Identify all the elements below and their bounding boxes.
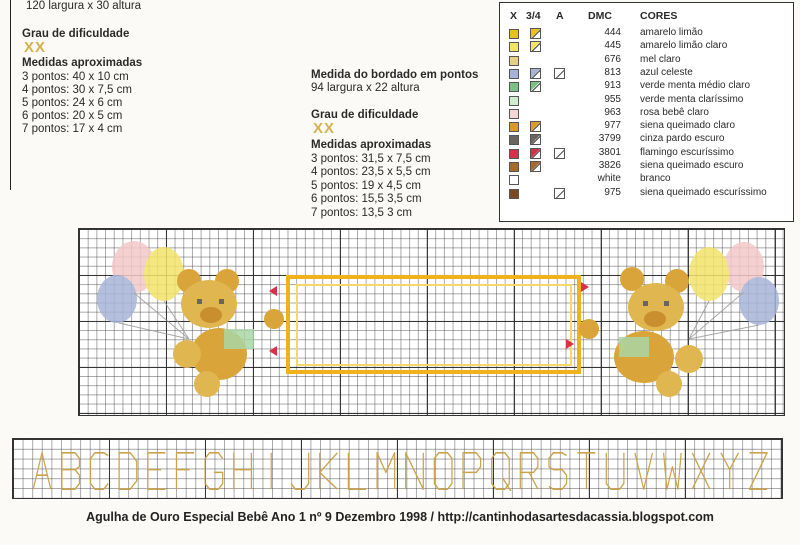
bear-left-eye-l: [197, 299, 202, 304]
legend-color-name: siena queimado escuríssimo: [640, 186, 767, 198]
bear-left-foot: [194, 371, 220, 397]
legend-color-name: siena queimado escuro: [640, 160, 744, 171]
legend-swatch-three-quarter: [530, 121, 541, 132]
legend-backstitch-symbol: [554, 148, 565, 159]
alphabet-letter-a: [33, 453, 51, 489]
legend-dmc-code: 444: [604, 27, 621, 38]
left-sizes-title: Medidas aproximadas: [22, 57, 143, 69]
alphabet-letter-h: [234, 453, 252, 489]
legend-row: [500, 40, 793, 53]
middle-difficulty-title: Grau de dificuldade: [311, 109, 419, 121]
alphabet-letter-v: [635, 453, 653, 489]
legend-swatch-three-quarter: [530, 81, 541, 92]
alphabet-letter-g: [205, 453, 223, 489]
legend-color-name: cinza pardo escuro: [640, 133, 725, 145]
alphabet-letter-u: [606, 453, 624, 489]
bear-right-arm: [675, 345, 703, 373]
legend-row: [500, 160, 793, 173]
alphabet-letter-f: [176, 453, 194, 489]
legend-color-name: siena queimado claro: [640, 120, 736, 132]
legend-color-name: amarelo limão: [640, 27, 703, 38]
left-top-line: 120 largura x 30 altura: [26, 0, 142, 12]
legend-swatch-three-quarter: [530, 134, 541, 145]
balloon-left-blue: [97, 275, 137, 323]
middle-measure-value: 94 largura x 22 altura: [311, 82, 420, 94]
legend-color-name: branco: [640, 173, 671, 185]
legend-row: [500, 107, 793, 120]
alphabet-letter-d: [119, 453, 137, 489]
legend-row: [500, 54, 793, 67]
legend-dmc-code: 963: [604, 106, 621, 118]
alphabet-letter-b: [62, 453, 80, 489]
left-size-7: 7 pontos: 17 x 4 cm: [22, 123, 123, 135]
legend-swatch-full: [509, 29, 519, 39]
legend-dmc-code: 813: [604, 66, 621, 78]
legend-header-dmc: DMC: [588, 10, 612, 22]
bear-left-snout: [200, 307, 222, 323]
legend-header-a: A: [556, 10, 564, 22]
legend-color-name: flamingo escuríssimo: [640, 146, 734, 158]
legend-color-name: verde menta claríssimo: [640, 93, 744, 105]
bear-right-eye-l: [643, 301, 648, 306]
legend-dmc-code: 913: [604, 80, 621, 92]
legend-row: [500, 147, 793, 160]
alphabet-letter-q: [492, 453, 512, 491]
legend-swatch-full: [509, 189, 519, 199]
bear-left-bow: [224, 329, 254, 349]
alphabet-letters: [29, 449, 774, 491]
middle-difficulty-marks: XX: [313, 120, 336, 137]
alphabet-letter-l: [348, 453, 366, 489]
legend-swatch-full: [509, 122, 519, 132]
heart-left-top: [269, 286, 277, 296]
legend-swatch-three-quarter: [530, 148, 541, 159]
alphabet-letter-o: [434, 453, 452, 489]
alphabet-letter-x: [692, 453, 710, 489]
legend-color-name: mel claro: [640, 53, 681, 65]
legend-row: [500, 173, 793, 186]
bear-right-snout: [644, 311, 666, 327]
legend-dmc-code: 3799: [598, 133, 621, 145]
alphabet-letter-j: [291, 453, 309, 489]
bear-right: [579, 267, 703, 397]
cross-stitch-chart: [78, 228, 785, 416]
legend-swatch-three-quarter: [530, 28, 541, 39]
legend-row: [500, 187, 793, 200]
frame-outer: [288, 277, 579, 372]
alphabet-letter-z: [750, 453, 768, 489]
legend-backstitch-symbol: [554, 68, 565, 79]
bear-left-eye-r: [219, 299, 224, 304]
legend-dmc-code: 3826: [598, 160, 621, 171]
legend-header-x: X: [510, 10, 518, 22]
middle-size-4: 4 pontos: 23,5 x 5,5 cm: [311, 166, 431, 178]
legend-swatch-full: [509, 109, 519, 119]
heart-right-top: [581, 282, 589, 292]
color-legend-table: [499, 2, 794, 222]
bear-right-foot: [656, 371, 682, 397]
alphabet-letter-s: [549, 453, 567, 489]
legend-swatch-full: [509, 162, 519, 172]
alphabet-letter-k: [320, 453, 338, 489]
legend-color-name: azul celeste: [640, 66, 693, 78]
balloons-left: [97, 241, 189, 339]
legend-dmc-code: 3801: [598, 146, 621, 158]
legend-swatch-full: [509, 149, 519, 159]
legend-color-name: amarelo limão claro: [640, 40, 728, 52]
alphabet-letter-y: [721, 453, 739, 489]
middle-size-5: 5 pontos: 19 x 4,5 cm: [311, 180, 421, 192]
legend-swatch-three-quarter: [530, 68, 541, 79]
legend-swatch-full: [509, 175, 519, 185]
bear-right-bow: [619, 337, 649, 357]
balloon-right-yellow: [689, 247, 729, 301]
legend-header-colors: CORES: [640, 10, 678, 22]
alphabet-letter-r: [520, 453, 538, 489]
left-size-5: 5 pontos: 24 x 6 cm: [22, 97, 123, 109]
legend-row: [500, 120, 793, 133]
legend-color-name: rosa bebê claro: [640, 106, 709, 118]
left-size-4: 4 pontos: 30 x 7,5 cm: [22, 84, 132, 96]
alphabet-letter-e: [148, 453, 166, 489]
balloons-right: [689, 242, 779, 339]
alphabet-letter-m: [377, 453, 395, 489]
left-size-3: 3 pontos: 40 x 10 cm: [22, 71, 129, 83]
legend-dmc-code: 975: [604, 186, 621, 198]
bear-left-arm: [173, 340, 201, 368]
legend-dmc-code: 445: [604, 40, 621, 52]
chart-pattern: [79, 229, 784, 415]
left-rule: [10, 0, 11, 190]
legend-swatch-three-quarter: [530, 161, 541, 172]
alphabet-letter-n: [406, 453, 424, 489]
alphabet-letter-t: [578, 453, 596, 489]
alphabet-letter-p: [463, 453, 481, 489]
legend-swatch-three-quarter: [530, 41, 541, 52]
legend-dmc-code: white: [597, 173, 621, 185]
legend-dmc-code: 955: [604, 93, 621, 105]
legend-swatch-full: [509, 96, 519, 106]
balloon-left-yellow: [144, 247, 184, 301]
balloon-right-blue: [739, 277, 779, 325]
legend-backstitch-symbol: [554, 188, 565, 199]
legend-dmc-code: 977: [604, 120, 621, 132]
legend-row: [500, 27, 793, 40]
legend-row: [500, 80, 793, 93]
legend-color-name: verde menta médio claro: [640, 80, 751, 92]
alphabet-letter-c: [91, 453, 109, 489]
legend-swatch-full: [509, 42, 519, 52]
bear-left: [173, 269, 284, 397]
legend-swatch-full: [509, 135, 519, 145]
legend-header-three-quarter: 3/4: [526, 10, 541, 22]
legend-row: [500, 133, 793, 146]
left-size-6: 6 pontos: 20 x 5 cm: [22, 110, 123, 122]
bear-left-paw: [264, 309, 284, 329]
middle-size-6: 6 pontos: 15,5 3,5 cm: [311, 193, 422, 205]
frame-inner: [297, 285, 571, 365]
legend-swatch-full: [509, 69, 519, 79]
footer-credit: Agulha de Ouro Especial Bebê Ano 1 nº 9 Dezembro 1998 / http://cantinhodasartesdacassia.blogspot.com: [86, 510, 714, 524]
legend-dmc-code: 676: [604, 53, 621, 65]
middle-measure-title: Medida do bordado em pontos: [311, 69, 479, 81]
bear-right-eye-r: [664, 301, 669, 306]
heart-left-bottom: [269, 346, 277, 356]
middle-size-3: 3 pontos: 31,5 x 7,5 cm: [311, 153, 431, 165]
legend-swatch-full: [509, 82, 519, 92]
legend-row: [500, 94, 793, 107]
middle-size-7: 7 pontos: 13,5 3 cm: [311, 207, 413, 219]
legend-swatch-full: [509, 56, 519, 66]
middle-sizes-title: Medidas aproximadas: [311, 139, 432, 151]
left-difficulty-title: Grau de dificuldade: [22, 28, 130, 40]
left-difficulty-marks: XX: [24, 39, 47, 56]
bear-right-paw: [579, 319, 599, 339]
legend-row: [500, 67, 793, 80]
alphabet-letter-w: [664, 453, 682, 489]
